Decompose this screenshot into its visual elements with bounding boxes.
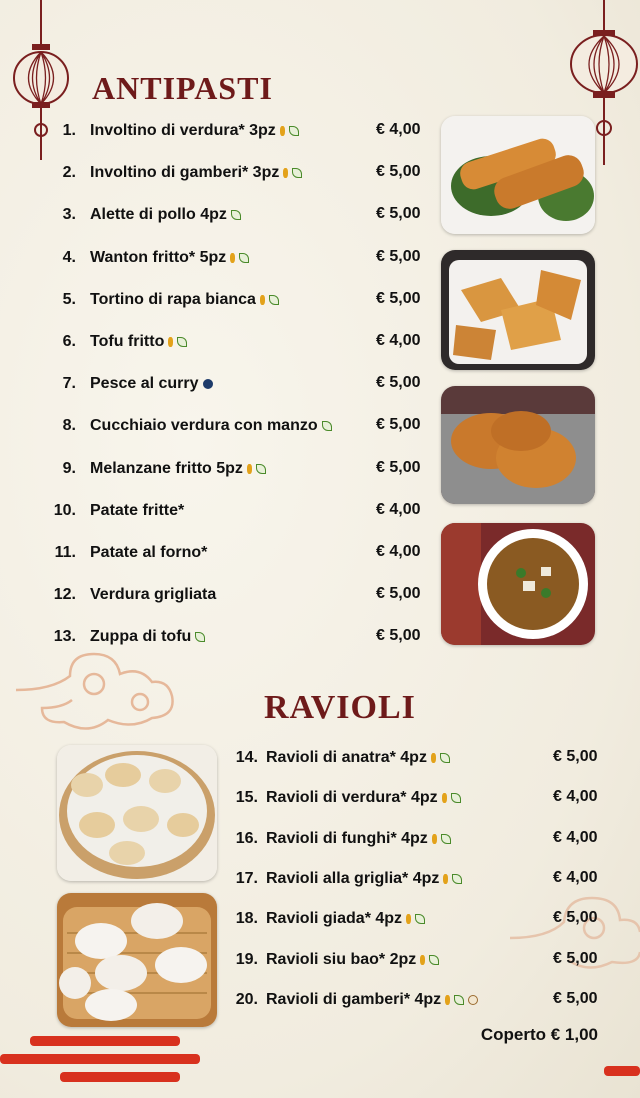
dumplings-steamer-photo: [57, 745, 217, 881]
coperto-text: Coperto € 1,00: [480, 1025, 598, 1044]
item-number: 14.: [235, 749, 258, 766]
item-name: Patate fritte*: [90, 501, 185, 519]
menu-item: [48, 415, 332, 437]
chili-icon: [247, 464, 252, 474]
item-name: Tortino di rapa bianca: [90, 290, 256, 308]
menu-item: [228, 908, 425, 930]
menu-item: [228, 787, 461, 809]
item-price: € 5,00: [553, 748, 598, 765]
shrimp-icon: [468, 995, 478, 1005]
spring-rolls-photo: [441, 116, 595, 234]
menu-item: [48, 373, 213, 395]
leaf-icon: [454, 995, 464, 1005]
item-price: € 5,00: [376, 247, 421, 265]
chili-icon: [283, 168, 288, 178]
menu-item: [48, 120, 299, 142]
item-price: € 5,00: [553, 909, 598, 927]
antipasti-title: ANTIPASTI: [92, 70, 273, 106]
item-name: Alette di pollo 4pz: [90, 206, 227, 224]
menu-item: [228, 828, 451, 850]
decor-stripe: [60, 1072, 180, 1082]
item-price: € 5,00: [376, 627, 421, 645]
item-number: 6.: [62, 333, 76, 350]
leaf-icon: [177, 337, 187, 347]
item-price: € 4,00: [376, 543, 421, 560]
item-price: € 4,00: [553, 828, 598, 846]
item-price: € 5,00: [376, 416, 421, 434]
menu-item: [48, 289, 279, 311]
chili-icon: [168, 337, 173, 347]
item-name: Ravioli giada* 4pz: [266, 910, 403, 928]
decor-stripe: [30, 1036, 180, 1046]
fried-eggplant-photo: [441, 386, 595, 504]
item-price: € 4,00: [376, 332, 421, 349]
leaf-icon: [415, 914, 425, 924]
menu-item: [228, 949, 439, 971]
item-number: 16.: [235, 829, 258, 847]
decor-stripe: [604, 1066, 640, 1076]
item-name: Melanzane fritto 5pz: [90, 459, 243, 477]
item-name: Pesce al curry: [90, 375, 199, 393]
leaf-icon: [256, 464, 266, 474]
chili-icon: [420, 955, 425, 965]
item-name: Ravioli siu bao* 2pz: [266, 950, 417, 968]
leaf-icon: [441, 834, 451, 844]
crystal-dumplings-photo: [57, 893, 217, 1027]
chili-icon: [445, 995, 450, 1005]
item-price: € 5,00: [376, 374, 421, 392]
leaf-icon: [195, 632, 205, 642]
cloud-left-icon: [12, 646, 182, 736]
menu-item: [228, 989, 478, 1011]
chili-icon: [280, 126, 285, 136]
leaf-icon: [452, 874, 462, 884]
item-number: 2.: [62, 164, 76, 182]
item-number: 7.: [62, 375, 76, 393]
leaf-icon: [231, 210, 241, 220]
item-name: Patate al forno*: [90, 544, 208, 561]
menu-item: [48, 162, 302, 184]
menu-item: [48, 247, 249, 269]
item-price: € 4,00: [376, 500, 421, 518]
item-number: 5.: [62, 290, 76, 308]
item-name: Wanton fritto* 5pz: [90, 248, 227, 266]
chili-icon: [442, 793, 447, 803]
item-price: € 4,00: [376, 121, 421, 138]
item-name: Verdura grigliata: [90, 586, 217, 604]
menu-item: [48, 458, 266, 480]
menu-item: [48, 542, 207, 564]
tofu-soup-photo: [441, 523, 595, 645]
leaf-icon: [239, 253, 249, 263]
item-name: Cucchiaio verdura con manzo: [90, 417, 318, 435]
item-number: 11.: [54, 544, 76, 561]
menu-item: [48, 204, 241, 226]
chili-icon: [406, 914, 411, 924]
item-number: 10.: [53, 501, 76, 519]
item-number: 13.: [53, 628, 76, 646]
fish-icon: [203, 379, 213, 389]
item-number: 1.: [62, 122, 76, 139]
item-number: 17.: [235, 869, 258, 887]
item-number: 19.: [235, 950, 258, 968]
item-name: Ravioli di verdura* 4pz: [266, 789, 438, 807]
menu-item: [48, 584, 216, 606]
leaf-icon: [269, 295, 279, 305]
leaf-icon: [429, 955, 439, 965]
item-price: € 5,00: [553, 989, 598, 1007]
item-number: 9.: [62, 459, 76, 477]
item-name: Involtino di gamberi* 3pz: [90, 164, 280, 182]
item-name: Ravioli alla griglia* 4pz: [266, 869, 440, 887]
item-number: 20.: [235, 990, 258, 1008]
chili-icon: [431, 753, 436, 763]
item-price: € 5,00: [376, 585, 421, 603]
item-name: Involtino di verdura* 3pz: [90, 122, 276, 139]
item-number: 4.: [62, 248, 76, 266]
item-price: € 5,00: [376, 163, 421, 181]
ravioli-title: RAVIOLI: [264, 689, 416, 726]
item-name: Tofu fritto: [90, 333, 165, 350]
leaf-icon: [322, 421, 332, 431]
leaf-icon: [451, 793, 461, 803]
item-number: 15.: [235, 789, 258, 807]
chili-icon: [260, 295, 265, 305]
chili-icon: [443, 874, 448, 884]
item-price: € 5,00: [376, 205, 421, 223]
menu-item: [228, 747, 450, 769]
item-name: Zuppa di tofu: [90, 628, 192, 646]
wanton-photo: [441, 250, 595, 370]
item-number: 8.: [62, 417, 76, 435]
item-number: 3.: [62, 206, 76, 224]
chili-icon: [230, 253, 235, 263]
item-price: € 4,00: [553, 788, 598, 806]
item-price: € 5,00: [376, 289, 421, 307]
item-name: Ravioli di funghi* 4pz: [266, 829, 428, 847]
item-number: 18.: [235, 910, 258, 928]
item-price: € 5,00: [376, 458, 421, 476]
leaf-icon: [289, 126, 299, 136]
item-name: Ravioli di gamberi* 4pz: [266, 990, 442, 1008]
menu-item: [48, 331, 187, 353]
item-name: Ravioli di anatra* 4pz: [266, 749, 427, 766]
decor-stripe: [0, 1054, 200, 1064]
leaf-icon: [440, 753, 450, 763]
item-price: € 5,00: [553, 949, 598, 967]
item-number: 12.: [53, 586, 76, 604]
item-price: € 4,00: [553, 868, 598, 886]
chili-icon: [432, 834, 437, 844]
leaf-icon: [292, 168, 302, 178]
menu-item: [228, 868, 462, 890]
menu-item: [48, 500, 184, 522]
